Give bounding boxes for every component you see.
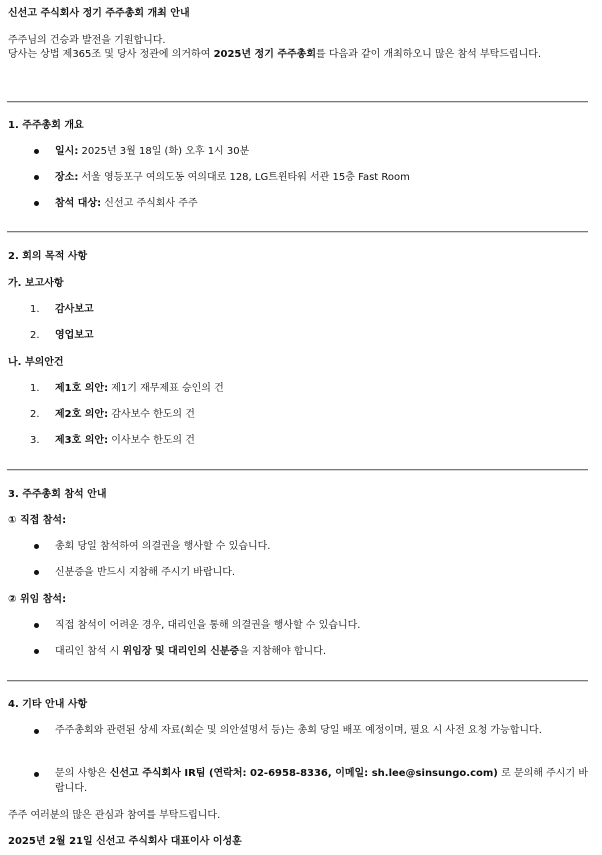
report-item-business: 영업보고	[55, 330, 94, 341]
intro-paragraph: 당사는 상법 제365조 및 당사 정관에 의거하여 2025년 정기 주주총회를 다음과 같이 개최하오니 많은 참석 부탁드립니다.	[8, 49, 542, 60]
intro-greeting: 주주님의 건승과 발전을 기원합니다.	[8, 35, 166, 46]
intro-emphasis: 2025년 정기 주주총회	[213, 49, 316, 60]
bullet-icon	[34, 570, 39, 575]
divider	[7, 469, 588, 471]
proxy-attendance-title: ② 위임 참석:	[8, 594, 67, 605]
misc-item-contact: 문의 사항은 신선고 주식회사 IR팀 (연락처: 02-6958-8336, 이메일: sh.lee@sinsungo.com) 로 문의해 주시기 바랍니다.	[55, 768, 588, 794]
closing-text: 주주 여러분의 많은 관심과 참여를 부탁드립니다.	[8, 810, 221, 821]
overview-item-attendees: 참석 대상: 신선고 주식회사 주주	[55, 198, 198, 209]
section1-heading: 1. 주주총회 개요	[8, 120, 84, 131]
bullet-icon	[34, 544, 39, 549]
divider	[7, 680, 588, 682]
direct-attendance-title: ① 직접 참석:	[8, 515, 67, 526]
proxy-item-1: 직접 참석이 어려운 경우, 대리인을 통해 의결권을 행사할 수 있습니다.	[55, 620, 361, 631]
contact-details: 신선고 주식회사 IR팀 (연락처: 02-6958-8336, 이메일: sh.lee@sinsungo.com)	[109, 768, 498, 779]
bullet-icon	[34, 729, 39, 734]
agenda-item-1: 제1호 의안: 제1기 재무제표 승인의 건	[55, 383, 224, 394]
agenda-item-2: 제2호 의안: 감사보수 한도의 건	[55, 409, 195, 420]
divider	[7, 101, 588, 103]
bullet-icon	[34, 772, 39, 777]
bullet-icon	[34, 623, 39, 628]
bullet-icon	[34, 201, 39, 206]
list-number: 2.	[30, 330, 40, 341]
agenda-item-3: 제3호 의안: 이사보수 한도의 건	[55, 435, 195, 446]
list-number: 1.	[30, 383, 40, 394]
notice-title: 신선고 주식회사 정기 주주총회 개최 안내	[8, 8, 190, 19]
list-number: 2.	[30, 409, 40, 420]
signature-line: 2025년 2월 21일 신선고 주식회사 대표이사 이성훈	[8, 836, 242, 847]
section2-heading: 2. 회의 목적 사항	[8, 251, 88, 262]
overview-item-venue: 장소: 서울 영등포구 여의도동 여의대로 128, LG트윈타워 서관 15층 Fast Room	[55, 172, 410, 183]
list-number: 1.	[30, 304, 40, 315]
bullet-icon	[34, 175, 39, 180]
bullet-icon	[34, 649, 39, 654]
section4-heading: 4. 기타 안내 사항	[8, 699, 88, 710]
report-item-audit: 감사보고	[55, 304, 94, 315]
section3-heading: 3. 주주총회 참석 안내	[8, 489, 107, 500]
agenda-subheading: 나. 부의안건	[8, 357, 64, 368]
misc-item-materials: 주주총회와 관련된 상세 자료(회순 및 의안설명서 등)는 총회 당일 배포 예정이며, 필요 시 사전 요청 가능합니다.	[55, 725, 542, 736]
overview-item-date: 일시: 2025년 3월 18일 (화) 오후 1시 30분	[55, 146, 250, 157]
direct-item-1: 총회 당일 참석하여 의결권을 행사할 수 있습니다.	[55, 541, 271, 552]
divider	[7, 231, 588, 233]
bullet-icon	[34, 149, 39, 154]
direct-item-2: 신분증을 반드시 지참해 주시기 바랍니다.	[55, 567, 236, 578]
proxy-item-2: 대리인 참석 시 위임장 및 대리인의 신분증을 지참해야 합니다.	[55, 646, 327, 657]
report-subheading: 가. 보고사항	[8, 278, 64, 289]
list-number: 3.	[30, 435, 40, 446]
